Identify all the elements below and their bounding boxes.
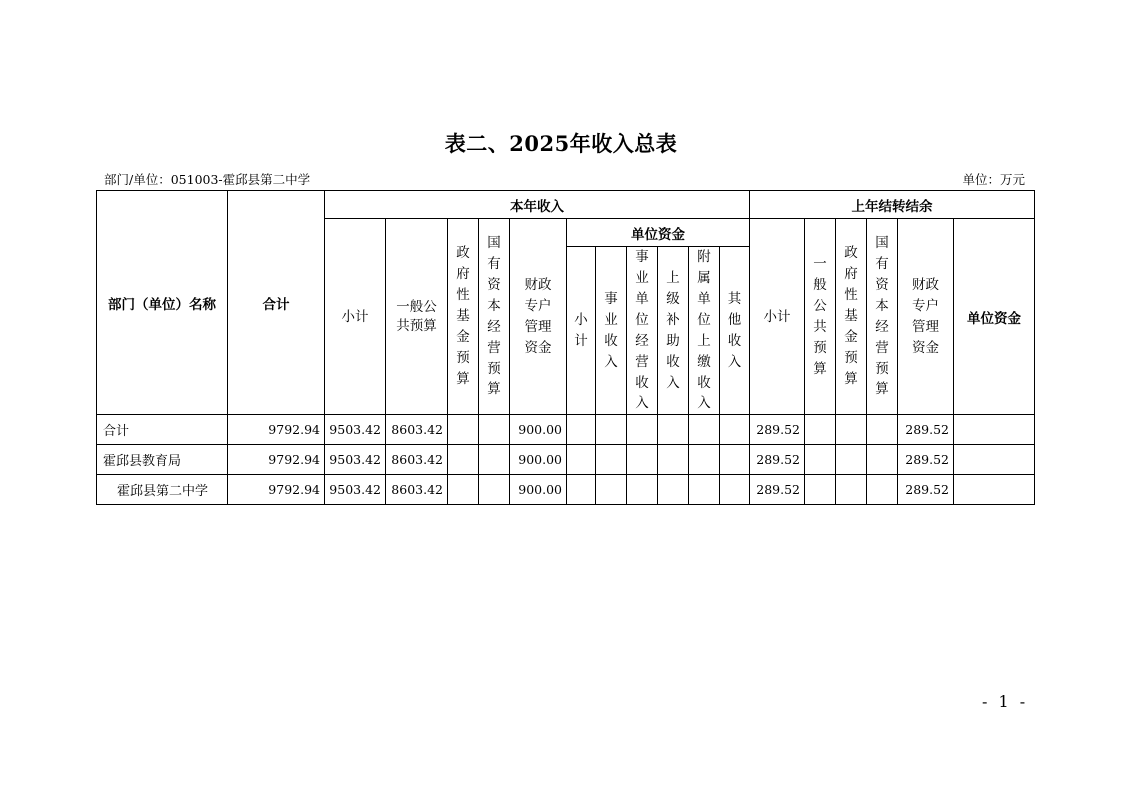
header-cy-state-capital-text: 国有资本经营预算 [487, 235, 501, 398]
page-title: 表二、2025年收入总表 [444, 131, 678, 156]
cell-total: 9792.94 [228, 475, 325, 505]
header-py-unit-funds: 单位资金 [954, 219, 1035, 415]
cell-py-unit-funds [954, 415, 1035, 445]
department-label: 部门/单位：051003-霍邱县第二中学 [104, 172, 311, 187]
cell-cy-fiscal-special: 900.00 [510, 475, 567, 505]
header-row-1 [97, 191, 1035, 219]
cell-cy-gov-fund [448, 445, 479, 475]
table-row [97, 445, 1035, 475]
header-prev-year: 上年结转结余 [750, 191, 1035, 219]
cell-py-fiscal-special: 289.52 [898, 415, 954, 445]
cell-uf-subsidy [658, 415, 689, 445]
header-cy-general-text: 一般公共预算 [396, 299, 437, 334]
cell-cy-subtotal: 9503.42 [325, 475, 386, 505]
cell-uf-other [720, 445, 750, 475]
cell-py-fiscal-special: 289.52 [898, 445, 954, 475]
header-cy-state-capital [479, 219, 510, 415]
cell-cy-general: 8603.42 [386, 415, 448, 445]
cell-uf-operating [627, 445, 658, 475]
header-unit-funds: 单位资金 [567, 219, 750, 247]
cell-py-fiscal-special: 289.52 [898, 475, 954, 505]
cell-cy-general: 8603.42 [386, 445, 448, 475]
table-row [97, 415, 1035, 445]
cell-uf-affiliated [689, 445, 720, 475]
cell-uf-other [720, 415, 750, 445]
cell-uf-subtotal [567, 445, 596, 475]
header-uf-operating-text: 事业单位经营收入 [635, 249, 649, 412]
cell-cy-state-capital [479, 445, 510, 475]
header-uf-other-text: 其他收入 [727, 290, 742, 370]
cell-uf-subsidy [658, 475, 689, 505]
header-uf-operating [627, 247, 658, 415]
header-py-gov-fund-text: 政府性基金预算 [844, 245, 858, 387]
cell-py-subtotal: 289.52 [750, 445, 805, 475]
cell-cy-general: 8603.42 [386, 475, 448, 505]
cell-uf-affiliated [689, 475, 720, 505]
header-cy-general [386, 219, 448, 415]
cell-uf-business [596, 475, 627, 505]
cell-py-general [805, 445, 836, 475]
header-py-fiscal-special-text: 财政专户管理资金 [912, 276, 939, 356]
header-uf-subsidy [658, 247, 689, 415]
cell-uf-business [596, 415, 627, 445]
header-uf-other [720, 247, 750, 415]
cell-py-subtotal: 289.52 [750, 415, 805, 445]
header-cy-gov-fund [448, 219, 479, 415]
cell-py-unit-funds [954, 475, 1035, 505]
cell-py-state-capital [867, 475, 898, 505]
cell-uf-subtotal [567, 415, 596, 445]
header-py-state-capital-text: 国有资本经营预算 [875, 235, 889, 398]
cell-uf-operating [627, 415, 658, 445]
header-py-fiscal-special [898, 219, 954, 415]
unit-label: 单位：万元 [962, 172, 1025, 187]
header-cy-fiscal-special [510, 219, 567, 415]
header-py-general-text: 一般公共预算 [813, 255, 827, 377]
cell-total: 9792.94 [228, 415, 325, 445]
page-number: - 1 - [982, 692, 1029, 711]
cell-uf-business [596, 445, 627, 475]
row-name: 合计 [97, 415, 228, 445]
header-py-general [805, 219, 836, 415]
header-name: 部门（单位）名称 [97, 191, 228, 415]
header-uf-subtotal-text: 小计 [574, 311, 588, 349]
cell-uf-subsidy [658, 445, 689, 475]
cell-uf-affiliated [689, 415, 720, 445]
cell-py-unit-funds [954, 445, 1035, 475]
header-cy-fiscal-special-text: 财政专户管理资金 [524, 276, 552, 356]
cell-cy-state-capital [479, 415, 510, 445]
cell-uf-operating [627, 475, 658, 505]
cell-cy-fiscal-special: 900.00 [510, 445, 567, 475]
cell-py-state-capital [867, 415, 898, 445]
cell-py-gov-fund [836, 475, 867, 505]
cell-cy-fiscal-special: 900.00 [510, 415, 567, 445]
revenue-table [96, 190, 1035, 505]
cell-cy-gov-fund [448, 475, 479, 505]
cell-uf-subtotal [567, 475, 596, 505]
header-uf-affiliated-text: 附属单位上缴收入 [697, 249, 711, 412]
header-cy-gov-fund-text: 政府性基金预算 [456, 245, 470, 387]
header-uf-subsidy-text: 上级补助收入 [666, 269, 680, 391]
cell-py-subtotal: 289.52 [750, 475, 805, 505]
row-name: 霍邱县教育局 [97, 445, 228, 475]
cell-cy-state-capital [479, 475, 510, 505]
cell-py-state-capital [867, 445, 898, 475]
row-name: 霍邱县第二中学 [97, 475, 228, 505]
cell-total: 9792.94 [228, 445, 325, 475]
table-row [97, 475, 1035, 505]
header-py-gov-fund [836, 219, 867, 415]
cell-uf-other [720, 475, 750, 505]
header-current-year: 本年收入 [325, 191, 750, 219]
cell-cy-gov-fund [448, 415, 479, 445]
header-uf-business-text: 事业收入 [604, 290, 618, 370]
header-uf-affiliated [689, 247, 720, 415]
cell-py-general [805, 415, 836, 445]
cell-cy-subtotal: 9503.42 [325, 445, 386, 475]
header-py-subtotal: 小计 [750, 219, 805, 415]
header-uf-subtotal [567, 247, 596, 415]
header-uf-business [596, 247, 627, 415]
cell-py-gov-fund [836, 415, 867, 445]
header-cy-subtotal: 小计 [325, 219, 386, 415]
cell-py-gov-fund [836, 445, 867, 475]
cell-cy-subtotal: 9503.42 [325, 415, 386, 445]
cell-py-general [805, 475, 836, 505]
header-py-state-capital [867, 219, 898, 415]
header-total: 合计 [228, 191, 325, 415]
